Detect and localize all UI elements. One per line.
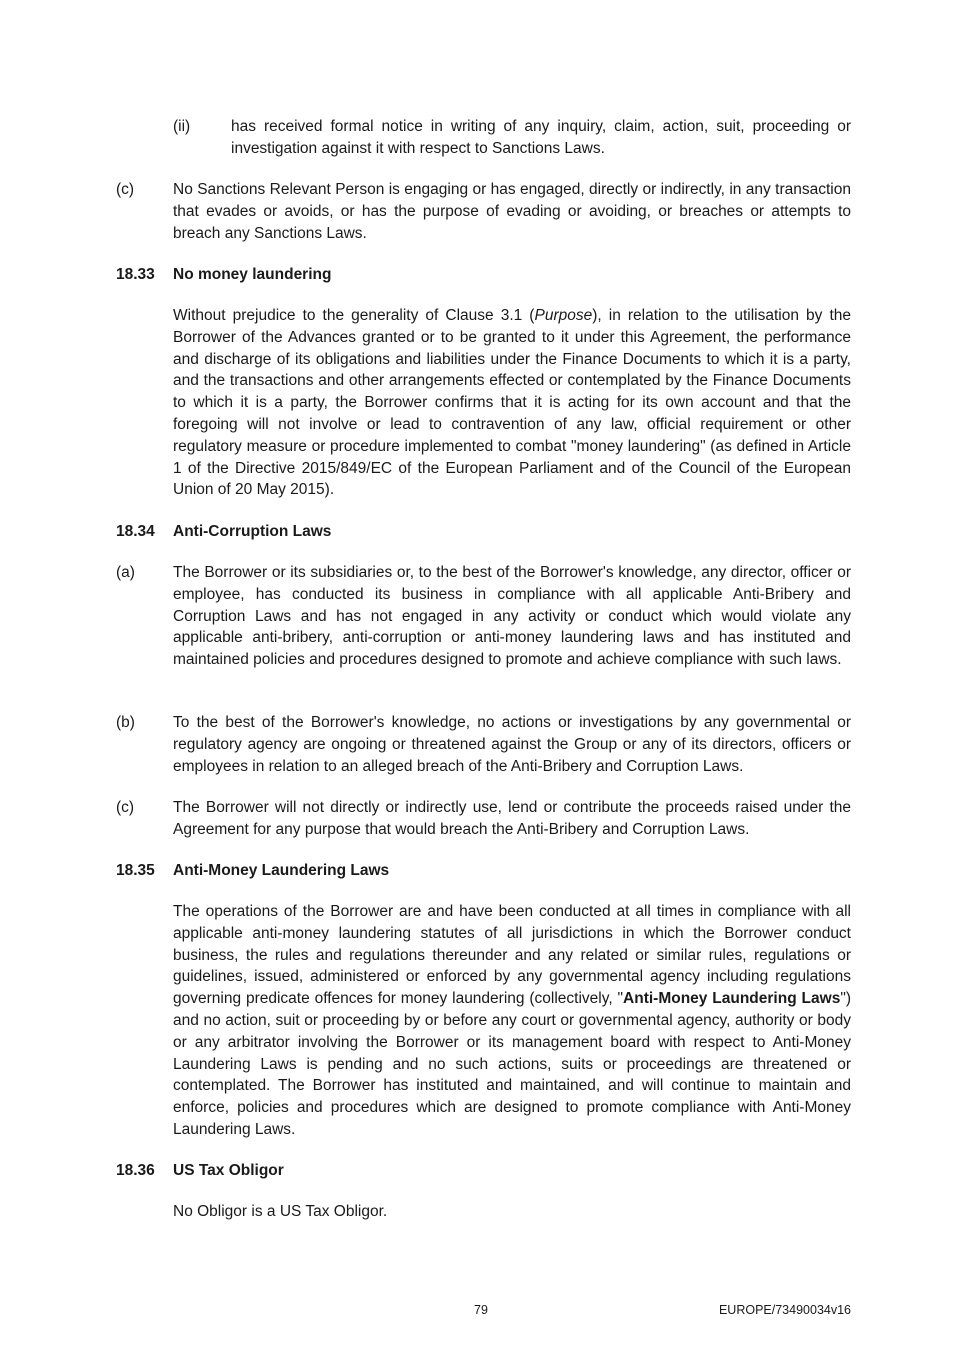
item-text-b: To the best of the Borrower's knowledge, no actions or investigations by any governmental or regulatory agency are ongoing or threatened against the Group or any of its directors, officers or employees in relation to an alleged breach of the Anti-Bribery and Corruption Laws. <box>173 714 851 775</box>
item-text-c: The Borrower will not directly or indirectly use, lend or contribute the proceeds raised under the Agreement for any purpose that would breach the Anti-Bribery and Corruption Laws. <box>173 799 851 838</box>
clause-heading-18-33: No money laundering <box>173 266 332 283</box>
item-label-c-sanctions: (c) <box>116 181 135 198</box>
clause-body-18-33-part1: Without prejudice to the generality of Clause 3.1 ( <box>173 307 535 324</box>
item-text-ii: has received formal notice in writing of any inquiry, claim, action, suit, proceeding or investigation against it with respect to Sanctions Laws. <box>231 118 851 157</box>
clause-body-18-35-part1: The operations of the Borrower are and have been conducted at all times in compliance with all applicable anti-money laundering statutes of all jurisdictions in which the Borrower conduct business, the rules and regulations thereunder and any related or similar rules, regulations or guidelines, issued, administered or enforced by any governmental agency including regulations governing predicate offences for money laundering (collectively, " <box>173 903 851 1008</box>
clause-body-18-33-part2: ), in relation to the utilisation by the Borrower of the Advances granted or to be granted to it under this Agreement, the performance and discharge of its obligations and liabilities under the Finance Documents to which it is a party, and the transactions and other arrangements effected or contemplated by the Finance Documents to which it is a party, the Borrower confirms that it is acting for its own account and that the foregoing will not involve or lead to contravention of any law, official requirement or other regulatory measure or procedure implemented to combat "money laundering" (as defined in Article 1 of the Directive 2015/849/EC of the European Parliament and of the Council of the European Union of 20 May 2015). <box>173 307 851 499</box>
clause-heading-18-35: Anti-Money Laundering Laws <box>173 862 390 879</box>
item-label-a: (a) <box>116 564 135 581</box>
clause-number-18-35: 18.35 <box>116 862 155 879</box>
item-text-c-sanctions: No Sanctions Relevant Person is engaging or has engaged, directly or indirectly, in any transaction that evades or avoids, or has the purpose of evading or avoiding, or breaches or attempts to breach any Sanctions Laws. <box>173 181 851 242</box>
clause-heading-18-36: US Tax Obligor <box>173 1162 284 1179</box>
item-text-a: The Borrower or its subsidiaries or, to the best of the Borrower's knowledge, any director, officer or employee, has conducted its business in compliance with all applicable Anti-Bribery and Corruption Laws and has not engaged in any activity or conduct which would violate any applicable anti-bribery, anti-corruption or anti-money laundering laws and has instituted and maintained policies and procedures designed to promote and achieve compliance with such laws. <box>173 564 851 669</box>
clause-heading-18-34: Anti-Corruption Laws <box>173 523 332 540</box>
item-label-ii: (ii) <box>173 118 191 135</box>
document-reference: EUROPE/73490034v16 <box>718 1303 851 1317</box>
clause-body-18-35-part2: ") and no action, suit or proceeding by or before any court or governmental agency, authority or body or any arbitrator involving the Borrower or its management board with respect to Anti-Money Laundering Laws is pending and no such actions, suits or proceedings are threatened or contemplated. The Borrower has instituted and maintained, and will continue to maintain and enforce, policies and procedures which are designed to promote compliance with Anti-Money Laundering Laws. <box>173 990 851 1138</box>
clause-body-18-33 <box>173 305 851 501</box>
clause-number-18-34: 18.34 <box>116 523 155 540</box>
clause-body-18-36: No Obligor is a US Tax Obligor. <box>173 1203 388 1220</box>
item-label-b: (b) <box>116 714 135 731</box>
purpose-reference: Purpose <box>534 307 593 324</box>
clause-number-18-33: 18.33 <box>116 266 155 283</box>
defined-term-anti-money-laundering-laws: Anti-Money Laundering Laws <box>623 990 841 1008</box>
item-label-c: (c) <box>116 799 135 816</box>
clause-number-18-36: 18.36 <box>116 1162 155 1179</box>
page-number: 79 <box>474 1303 488 1317</box>
clause-body-18-35 <box>173 901 851 1141</box>
